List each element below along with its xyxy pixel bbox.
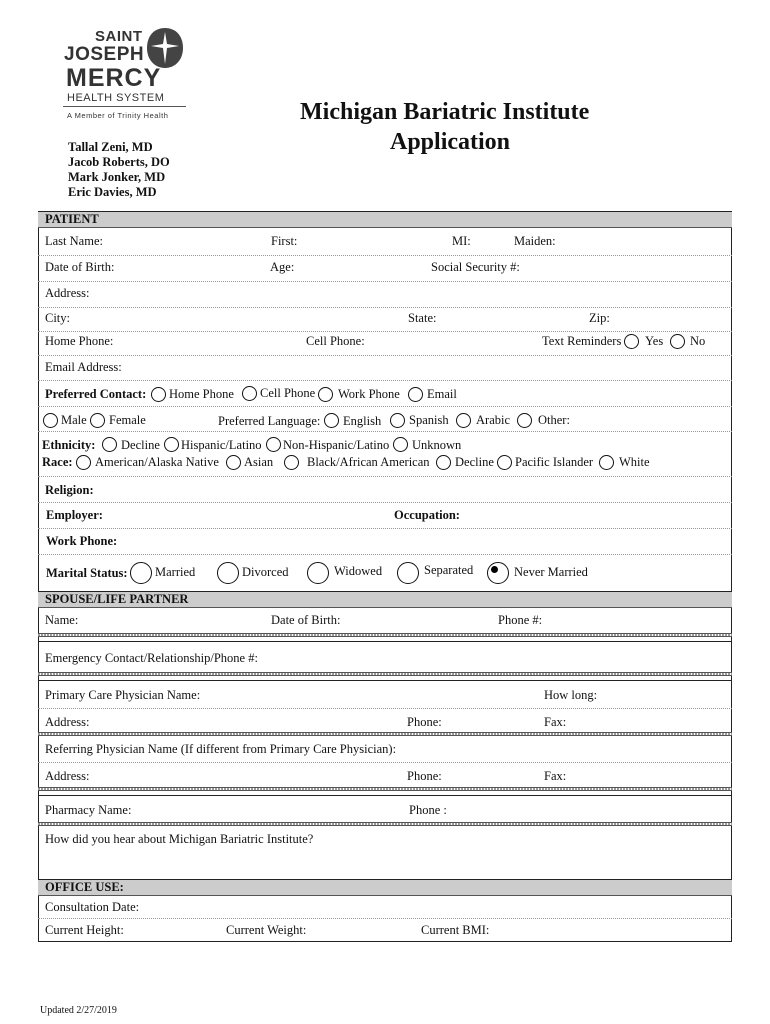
logo-tagline: A Member of Trinity Health [67,111,169,120]
contact-work-label: Work Phone [338,387,400,401]
other-language-radio[interactable] [517,413,532,428]
referring-phone-label: Phone: [407,769,442,783]
spouse-phone-label: Phone #: [498,613,543,627]
female-label: Female [109,413,146,427]
pharmacy-phone-label: Phone : [409,803,447,817]
race-white-label: White [619,455,650,469]
arabic-radio[interactable] [456,413,471,428]
ssn-label: Social Security #: [431,260,520,274]
current-bmi-label: Current BMI: [421,923,490,937]
spouse-header-label: SPOUSE/LIFE PARTNER [45,592,189,606]
zip-label: Zip: [589,311,610,325]
last-name-label: Last Name: [45,234,103,248]
referring-address-label: Address: [45,769,90,783]
race-american-radio[interactable] [76,455,91,470]
pcp-name-label: Primary Care Physician Name: [45,688,201,702]
divorced-label: Divorced [242,565,289,579]
race-black-radio[interactable] [284,455,299,470]
employer-label: Employer: [46,508,103,522]
logo-emblem-icon [145,26,185,70]
updated-date: Updated 2/27/2019 [40,1005,117,1016]
ethnicity-hispanic-radio[interactable] [164,437,179,452]
marital-status-label: Marital Status: [46,566,128,580]
yes-label: Yes [645,334,664,348]
contact-cell-label: Cell Phone [260,386,316,400]
work-phone-label: Work Phone: [46,534,118,548]
pcp-phone-label: Phone: [407,715,442,729]
never-married-radio[interactable] [487,562,509,584]
english-label: English [343,414,382,428]
consultation-date-label: Consultation Date: [45,900,140,914]
spouse-dob-label: Date of Birth: [271,613,341,627]
state-label: State: [408,311,437,325]
pcp-how-long-label: How long: [544,688,598,702]
doctor-2: Jacob Roberts, DO [68,155,170,169]
arabic-label: Arabic [476,413,511,427]
contact-email-label: Email [427,387,457,401]
mi-label: MI: [452,234,471,248]
dob-label: Date of Birth: [45,260,115,274]
married-radio[interactable] [130,562,152,584]
ethnicity-unknown-radio[interactable] [393,437,408,452]
race-pacific-label: Pacific Islander [515,455,594,469]
separated-radio[interactable] [397,562,419,584]
current-height-label: Current Height: [45,923,124,937]
race-decline-label: Decline [455,455,494,469]
divorced-radio[interactable] [217,562,239,584]
pcp-address-label: Address: [45,715,90,729]
text-reminders-label: Text Reminders [542,334,622,348]
page-title: Michigan Bariatric Institute [300,99,590,125]
race-american-label: American/Alaska Native [95,455,219,469]
contact-work-radio[interactable] [318,387,333,402]
office-use-label: OFFICE USE: [45,880,124,894]
text-reminders-yes-radio[interactable] [624,334,639,349]
spanish-radio[interactable] [390,413,405,428]
ethnicity-nonhispanic-label: Non-Hispanic/Latino [283,438,390,452]
widowed-radio[interactable] [307,562,329,584]
referring-fax-label: Fax: [544,769,567,783]
spouse-name-label: Name: [45,613,79,627]
race-pacific-radio[interactable] [497,455,512,470]
patient-header [38,212,732,228]
doctor-3: Mark Jonker, MD [68,170,166,184]
patient-header-label: PATIENT [45,212,99,226]
office-use-header [38,879,732,896]
spanish-label: Spanish [409,413,449,427]
home-phone-label: Home Phone: [45,334,114,348]
ethnicity-nonhispanic-radio[interactable] [266,437,281,452]
english-radio[interactable] [324,413,339,428]
email-label: Email Address: [45,360,122,374]
how-hear-label: How did you hear about Michigan Bariatric Institute? [45,832,314,846]
logo-line-1: SAINT [95,28,143,45]
race-white-radio[interactable] [599,455,614,470]
maiden-label: Maiden: [514,234,556,248]
doctor-1: Tallal Zeni, MD [68,140,153,154]
other-language-label: Other: [538,413,570,427]
cell-phone-label: Cell Phone: [306,334,365,348]
logo-line-2: JOSEPH [64,44,145,65]
emergency-contact-label: Emergency Contact/Relationship/Phone #: [45,651,258,665]
page-subtitle: Application [390,129,511,155]
contact-home-label: Home Phone [169,387,234,401]
male-label: Male [61,413,87,427]
age-label: Age: [270,260,295,274]
race-label: Race: [42,455,73,469]
race-decline-radio[interactable] [436,455,451,470]
married-label: Married [155,565,196,579]
logo-line-4: HEALTH SYSTEM [67,92,165,104]
occupation-label: Occupation: [394,508,460,522]
preferred-language-label: Preferred Language: [218,414,321,428]
ethnicity-hispanic-label: Hispanic/Latino [181,438,262,452]
doctor-4: Eric Davies, MD [68,185,157,199]
contact-cell-radio[interactable] [242,386,257,401]
city-label: City: [45,311,71,325]
first-name-label: First: [271,234,298,248]
male-radio[interactable] [43,413,58,428]
ethnicity-label: Ethnicity: [42,438,96,452]
race-asian-label: Asian [244,455,274,469]
logo-line-3: MERCY [66,64,162,92]
race-black-label: Black/African American [307,455,430,469]
separated-label: Separated [424,563,474,577]
preferred-contact-label: Preferred Contact: [45,387,147,401]
female-radio[interactable] [90,413,105,428]
pharmacy-name-label: Pharmacy Name: [45,803,132,817]
race-asian-radio[interactable] [226,455,241,470]
text-reminders-no-radio[interactable] [670,334,685,349]
ethnicity-decline-label: Decline [121,438,160,452]
contact-home-radio[interactable] [151,387,166,402]
ethnicity-unknown-label: Unknown [412,438,462,452]
ethnicity-decline-radio[interactable] [102,437,117,452]
current-weight-label: Current Weight: [226,923,307,937]
never-married-label: Never Married [514,565,588,579]
widowed-label: Widowed [334,564,383,578]
address-label: Address: [45,286,90,300]
referring-name-label: Referring Physician Name (If different from Primary Care Physician): [45,742,397,756]
no-label: No [690,334,706,348]
pcp-fax-label: Fax: [544,715,567,729]
religion-label: Religion: [45,483,94,497]
contact-email-radio[interactable] [408,387,423,402]
